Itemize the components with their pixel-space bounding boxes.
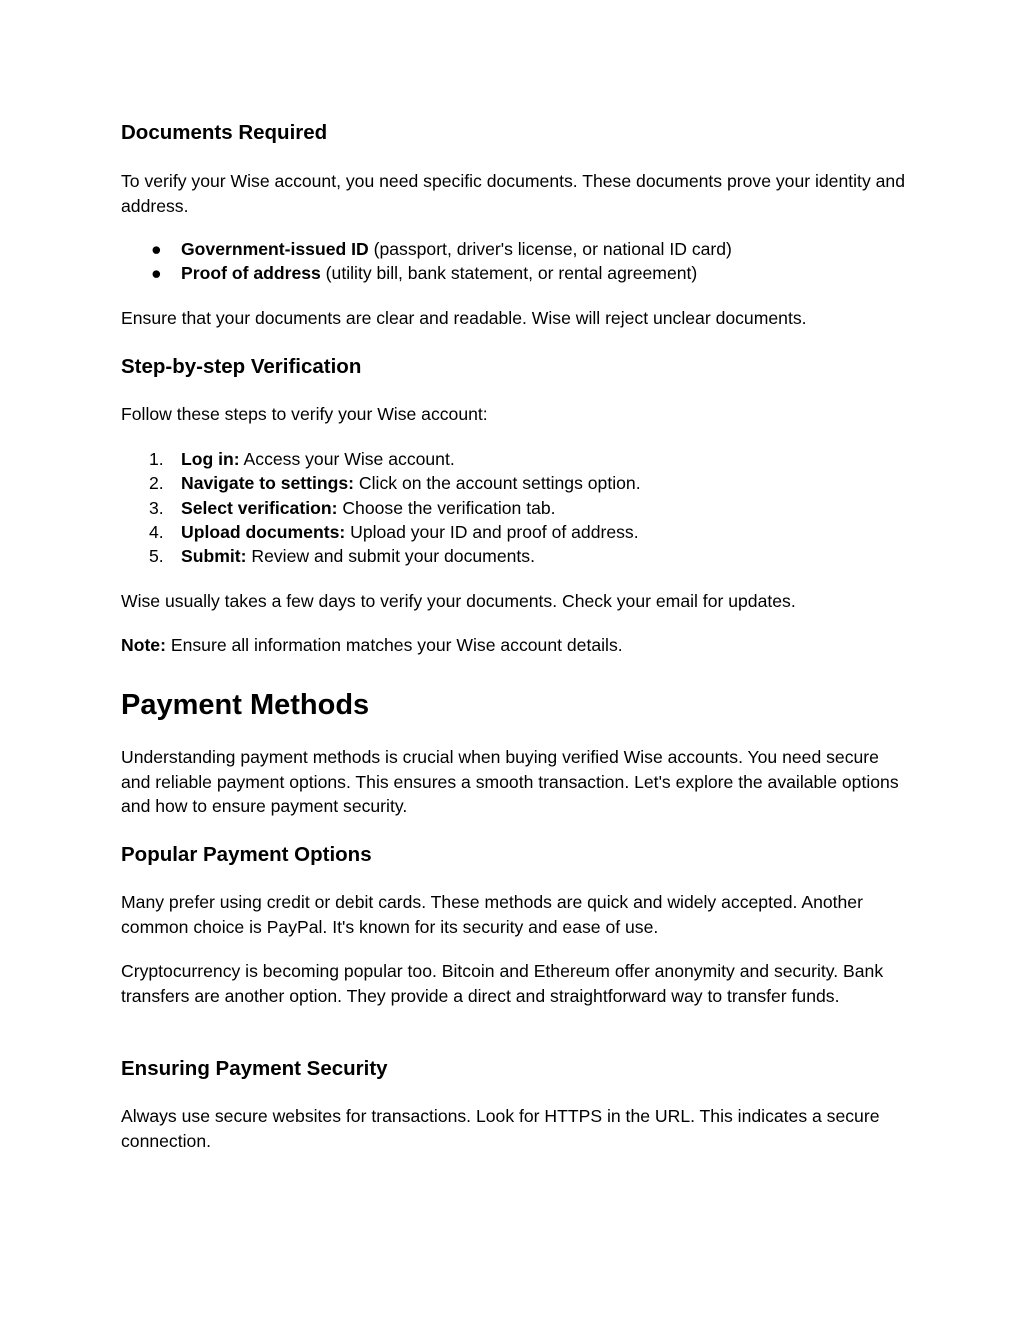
list-item-bold: Submit:	[181, 546, 247, 567]
step-number: 2.	[149, 473, 164, 494]
list-item-text: Access your Wise account.	[239, 449, 455, 469]
step-number: 5.	[149, 546, 164, 567]
list-item-text: Review and submit your documents.	[246, 546, 535, 567]
bullet-marker: ●	[151, 239, 162, 259]
list-item-text: Choose the verification tab.	[337, 497, 556, 518]
documents-intro-paragraph: To verify your Wise account, you need specific documents. These documents prove your identity and address.	[121, 171, 905, 216]
list-item	[121, 471, 911, 495]
verification-steps-list	[121, 447, 911, 568]
verification-intro-paragraph: Follow these steps to verify your Wise account:	[121, 404, 488, 424]
bullet-marker: ●	[151, 263, 162, 284]
verification-heading: Step-by-step Verification	[121, 355, 362, 378]
popular-paragraph-2: Cryptocurrency is becoming popular too. Bitcoin and Ethereum offer anonymity and security. Bank transfers are another option. They provide a direct and straightforward way to transfer funds.	[121, 961, 884, 1006]
documents-required-heading: Documents Required	[121, 121, 328, 144]
documents-outro-paragraph: Ensure that your documents are clear and readable. Wise will reject unclear documents.	[121, 308, 807, 328]
list-item-bold: Government-issued ID	[181, 239, 369, 259]
list-item	[121, 544, 911, 568]
list-item-bold: Navigate to settings:	[181, 473, 355, 494]
list-item-bold: Log in:	[181, 449, 240, 469]
list-item	[121, 520, 911, 544]
step-number: 4.	[149, 521, 164, 542]
step-number: 3.	[149, 497, 164, 518]
list-item-bold: Proof of address	[181, 263, 321, 284]
step-number: 1.	[149, 449, 164, 469]
list-item-text: (utility bill, bank statement, or rental agreement)	[320, 263, 698, 284]
list-item-bold: Upload documents:	[181, 521, 346, 542]
payment-intro-paragraph: Understanding payment methods is crucial when buying verified Wise accounts. You need secure and reliable payment options. This ensures a smooth transaction. Let's explore the available options and how to ensure payment security.	[121, 747, 899, 816]
list-item-text: Upload your ID and proof of address.	[345, 521, 639, 542]
list-item	[121, 496, 911, 520]
list-item-bold: Select verification:	[181, 497, 338, 518]
popular-payment-options-heading: Popular Payment Options	[121, 843, 372, 866]
note-paragraph	[121, 633, 911, 658]
list-item-text: (passport, driver's license, or national ID card)	[368, 239, 732, 259]
payment-methods-heading: Payment Methods	[121, 689, 370, 721]
payment-security-heading: Ensuring Payment Security	[121, 1057, 388, 1080]
note-label: Note:	[121, 635, 166, 655]
list-item	[121, 237, 911, 261]
list-item-text: Click on the account settings option.	[354, 473, 641, 494]
verification-outro-paragraph: Wise usually takes a few days to verify your documents. Check your email for updates.	[121, 591, 796, 611]
list-item	[121, 261, 911, 285]
security-paragraph-1: Always use secure websites for transactions. Look for HTTPS in the URL. This indicates a secure connection.	[121, 1106, 880, 1151]
documents-bullet-list	[121, 237, 911, 286]
note-text: Ensure all information matches your Wise account details.	[165, 635, 623, 655]
list-item	[121, 447, 911, 471]
popular-paragraph-1: Many prefer using credit or debit cards. These methods are quick and widely accepted. Another common choice is PayPal. It's known for its security and ease of use.	[121, 892, 863, 937]
